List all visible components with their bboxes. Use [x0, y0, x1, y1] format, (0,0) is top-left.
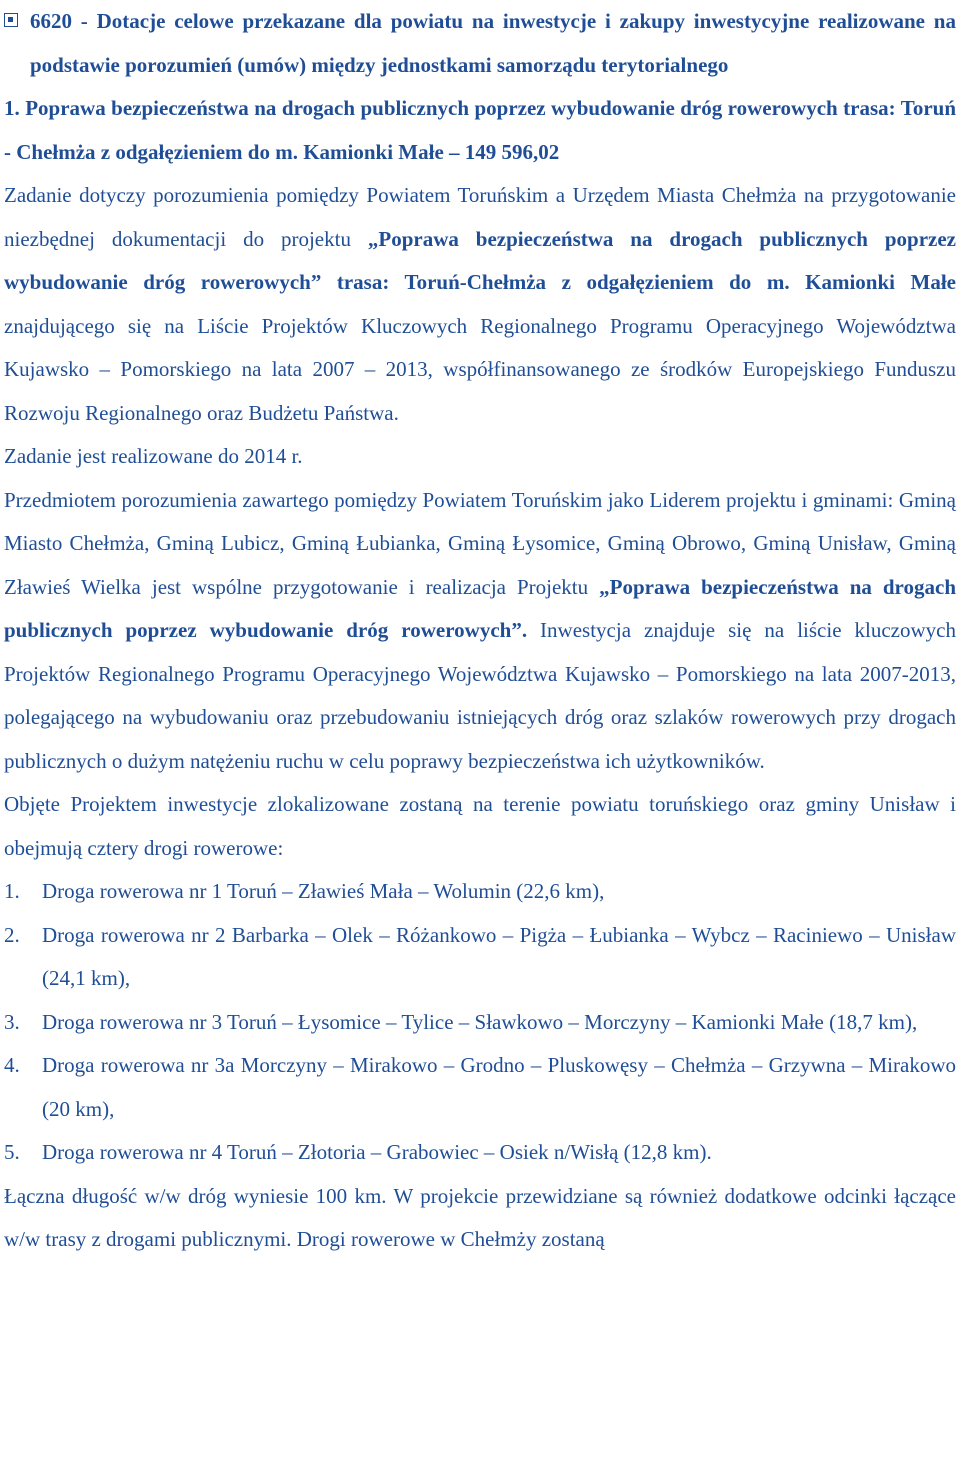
- project-name: „Poprawa bezpieczeństwa na drogach publicznych poprzez wybudowanie dróg rowerowych” trasa: Toruń-Chełmża z odgałęzieniem do m. Kamionki Małe: [4, 226, 956, 294]
- section-heading-text: 6620 - Dotacje celowe przekazane dla powiatu na inwestycje i zakupy inwestycyjne realizowane na podstawie porozumień (umów) między jednostkami samorządu terytorialnego: [30, 9, 956, 77]
- paragraph-agreement-intro: Zadanie dotyczy porozumienia pomiędzy Powiatem Toruńskim a Urzędem Miasta Chełmża na przygotowanie niezbędnej dokumentacji do projektu: [4, 183, 956, 251]
- paragraph-subject-intro: Przedmiotem porozumienia zawartego pomiędzy Powiatem Toruńskim jako Liderem projektu i gminami: Gminą Miasto Chełmża, Gminą Lubicz, Gminą Łubianka, Gminą Łysomice, Gminą Obrowo, Gminą Unisław, Gminą Zławieś Wielka jest wspólne przygotowanie i realizacja Projektu: [4, 487, 956, 599]
- roads-list: [4, 870, 956, 1175]
- list-item: [4, 914, 956, 1001]
- paragraph-agreement-rest: znajdującego się na Liście Projektów Kluczowych Regionalnego Programu Operacyjnego Województwa Kujawsko – Pomorskiego na lata 2007 – 2013, współfinansowanego ze środków Europejskiego Funduszu Rozwoju Regionalnego oraz Budżetu Państwa.: [4, 313, 956, 425]
- list-item: [4, 1001, 956, 1045]
- project-name: „Poprawa bezpieczeństwa na drogach publicznych poprzez wybudowanie dróg rowerowych”.: [4, 574, 956, 642]
- paragraph-total-length: Łączna długość w/w dróg wyniesie 100 km. W projekcie przewidziane są również dodatkowe odcinki łączące w/w trasy z drogami publicznymi. Drogi rowerowe w Chełmży zostaną: [4, 1183, 956, 1251]
- list-item: [4, 870, 956, 914]
- list-item-text: Droga rowerowa nr 3 Toruń – Łysomice – Tylice – Sławkowo – Morczyny – Kamionki Małe (18,7 km),: [42, 1009, 918, 1034]
- paragraph-subject-rest: Inwestycja znajduje się na liście kluczowych Projektów Regionalnego Programu Operacyjnego Województwa Kujawsko – Pomorskiego na lata 2007-2013, polegającego na wybudowaniu oraz przebudowaniu istniejących dróg oraz szlaków rowerowych przy drogach publicznych o dużym natężeniu ruchu w celu poprawy bezpieczeństwa ich użytkowników.: [4, 618, 956, 773]
- list-item: [4, 1044, 956, 1131]
- bullet-square-icon: [4, 13, 18, 27]
- list-item-number: 5.: [4, 1140, 20, 1164]
- list-item-number: 1.: [4, 879, 20, 903]
- list-item-text: Droga rowerowa nr 3a Morczyny – Mirakowo – Grodno – Pluskowęsy – Chełmża – Grzywna – Mirakowo (20 km),: [42, 1053, 956, 1121]
- paragraph-scope: Objęte Projektem inwestycje zlokalizowane zostaną na terenie powiatu toruńskiego oraz gminy Unisław i obejmują cztery drogi rowerowe:: [4, 792, 956, 860]
- list-item-number: 3.: [4, 1009, 20, 1034]
- list-item-text: Droga rowerowa nr 2 Barbarka – Olek – Różankowo – Pigża – Łubianka – Wybcz – Raciniewo – Unisław (24,1 km),: [42, 922, 956, 990]
- list-item-number: 4.: [4, 1053, 20, 1077]
- list-item-text: Droga rowerowa nr 4 Toruń – Złotoria – Grabowiec – Osiek n/Wisłą (12,8 km).: [42, 1140, 712, 1164]
- paragraph-deadline: Zadanie jest realizowane do 2014 r.: [4, 444, 303, 468]
- paragraph-subject: [4, 479, 956, 784]
- list-item-text: Droga rowerowa nr 1 Toruń – Zławieś Mała – Wolumin (22,6 km),: [42, 879, 605, 903]
- list-item-number: 2.: [4, 922, 20, 947]
- section-heading: [4, 0, 956, 87]
- paragraph-agreement: [4, 174, 956, 435]
- list-item: [4, 1131, 956, 1175]
- task-title: 1. Poprawa bezpieczeństwa na drogach publicznych poprzez wybudowanie dróg rowerowych trasa: Toruń - Chełmża z odgałęzieniem do m. Kamionki Małe – 149 596,02: [4, 96, 956, 164]
